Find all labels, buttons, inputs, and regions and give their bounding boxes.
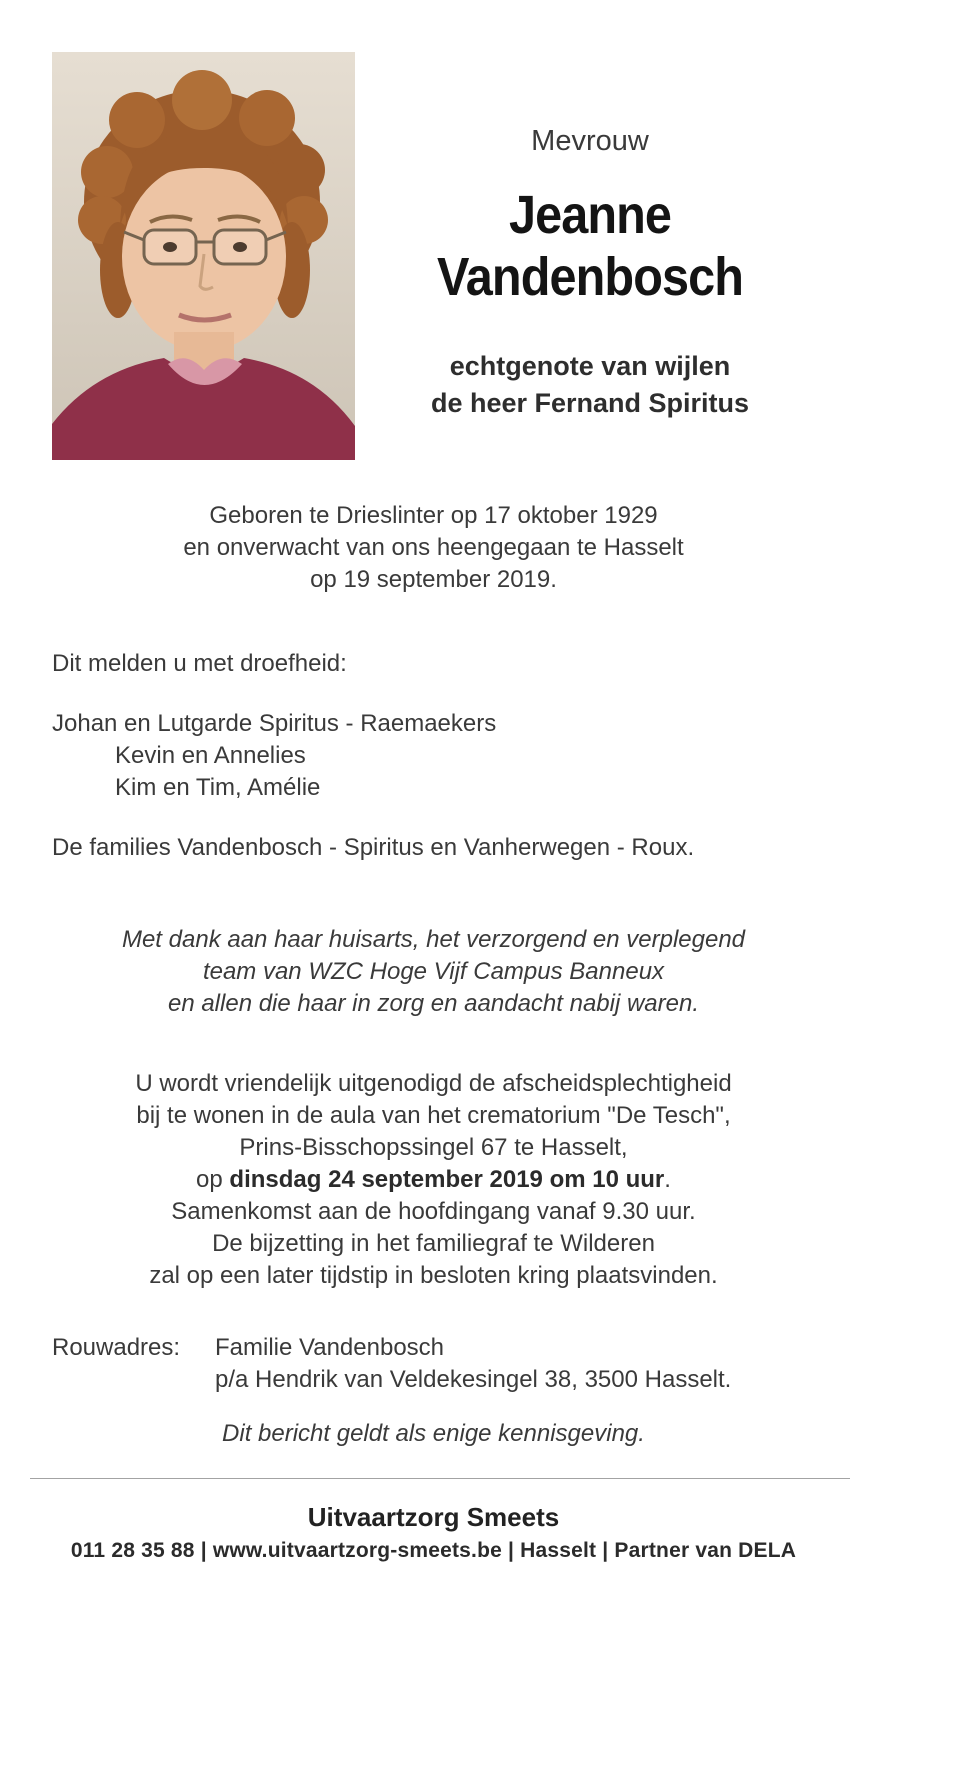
death-date-line: op 19 september 2019. (310, 566, 557, 593)
thanks-line: team van WZC Hoge Vijf Campus Banneux (202, 958, 665, 985)
invitation-line: zal op een later tijdstip in besloten kring plaatsvinden. (149, 1262, 718, 1289)
thanks-line: Met dank aan haar huisarts, het verzorgend en verplegend (121, 926, 746, 953)
invitation-line: De bijzetting in het familiegraf te Wilderen (212, 1230, 655, 1257)
funeral-home-footer (52, 1501, 815, 1565)
thanks-block (52, 924, 815, 1020)
family-list (52, 708, 815, 804)
deceased-first-name: Jeanne (508, 185, 672, 245)
birth-death-block (52, 500, 815, 596)
deceased-last-name: Vandenbosch (436, 247, 744, 307)
obituary-body (52, 500, 815, 1565)
invitation-line: Prins-Bisschopssingel 67 te Hasselt, (239, 1134, 628, 1161)
invitation-date-prefix: op (196, 1166, 230, 1193)
invitation-line: Samenkomst aan de hoofdingang vanaf 9.30 uur. (171, 1198, 696, 1225)
invitation-line: bij te wonen in de aula van het crematorium "De Tesch", (136, 1102, 731, 1129)
deceased-name (379, 184, 802, 308)
thanks-line: en allen die haar in zorg en aandacht nabij waren. (167, 990, 700, 1017)
funeral-home-contact: 011 28 35 88 | www.uitvaartzorg-smeets.be | Hasselt | Partner van DELA (70, 1539, 797, 1562)
header-section (0, 0, 980, 460)
footer-divider (30, 1478, 850, 1479)
closing-notice: Dit bericht geldt als enige kennisgeving. (222, 1420, 645, 1447)
announcement-line: Dit melden u met droefheid: (52, 650, 347, 677)
birth-line: Geboren te Drieslinter op 17 oktober 1929 (209, 502, 658, 529)
ceremony-invitation (52, 1068, 815, 1292)
portrait-photo (52, 52, 355, 460)
family-line: Kevin en Annelies (115, 742, 306, 769)
death-line: en onverwacht van ons heengegaan te Hasselt (183, 534, 684, 561)
funeral-home-name: Uitvaartzorg Smeets (307, 1502, 560, 1532)
invitation-date-line (52, 1164, 815, 1196)
header-titles (355, 52, 825, 460)
mourning-address (52, 1332, 815, 1396)
invitation-date-suffix: . (664, 1166, 671, 1193)
spouse-subtitle (355, 348, 825, 422)
mourning-address-lines (215, 1332, 731, 1396)
mourning-address-label: Rouwadres: (52, 1334, 181, 1361)
family-line: Johan en Lutgarde Spiritus - Raemaekers (52, 710, 497, 737)
invitation-line: U wordt vriendelijk uitgenodigd de afscheidsplechtigheid (135, 1070, 732, 1097)
invitation-date-bold: dinsdag 24 september 2019 om 10 uur (229, 1166, 665, 1193)
mourning-address-line: p/a Hendrik van Veldekesingel 38, 3500 Hasselt. (215, 1366, 732, 1393)
mourning-address-line: Familie Vandenbosch (215, 1334, 445, 1361)
spouse-subtitle-line2: de heer Fernand Spiritus (430, 388, 750, 418)
salutation: Mevrouw (531, 125, 649, 157)
families-line: De families Vandenbosch - Spiritus en Vanherwegen - Roux. (52, 834, 695, 861)
portrait-illustration (52, 52, 355, 460)
spouse-subtitle-line1: echtgenote van wijlen (449, 351, 731, 381)
family-line: Kim en Tim, Amélie (115, 774, 321, 801)
